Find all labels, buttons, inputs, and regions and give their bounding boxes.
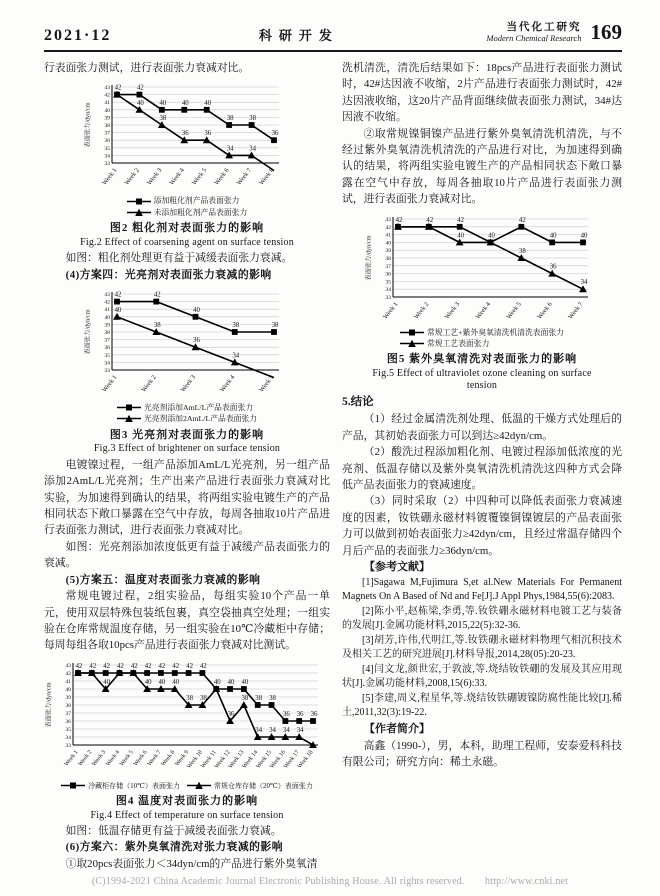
svg-text:Week 18: Week 18 [296, 749, 315, 770]
svg-text:37: 37 [104, 337, 110, 344]
chart-legend [117, 402, 257, 425]
svg-text:34: 34 [249, 145, 256, 153]
svg-text:36: 36 [385, 271, 391, 278]
svg-text:38: 38 [200, 694, 207, 702]
svg-text:Week 2: Week 2 [77, 749, 94, 768]
fig2-caption-en: Fig.2 Effect of coarsening agent on surface tension [80, 236, 294, 248]
svg-text:42: 42 [144, 662, 152, 670]
content-columns [0, 52, 660, 872]
svg-text:表面张力/dyn/cm: 表面张力/dyn/cm [84, 309, 92, 355]
fig5-caption-cn: 图5 紫外臭氧清洗对表面张力的影响 [386, 353, 578, 366]
legend-label: 冷藏柜存储（10℃）表面张力 [88, 781, 180, 790]
fig4-line-chart [44, 657, 330, 781]
conclusion-item-3: （3）同时采取（2）中四种可以降低表面张力衰减速度的因素，钕铁硼永磁材料镀覆镍铜镍镀层的产品表面张力可以做到初始表面张力≥42dyn/cm，且经过常温存储四个月后产品的表面张力≥36dyn/cm。 [342, 495, 622, 557]
svg-text:Week 3: Week 3 [179, 373, 198, 394]
plan6-heading: (6)方案六：紫外臭氧清洗对张力衰减的影响 [65, 841, 284, 854]
svg-text:42: 42 [104, 299, 110, 306]
fig5-line-chart [342, 211, 622, 327]
svg-text:Week 11: Week 11 [200, 749, 218, 770]
svg-text:33: 33 [65, 742, 71, 749]
svg-text:Week 1: Week 1 [382, 300, 400, 321]
svg-text:Week 1: Week 1 [63, 749, 80, 768]
svg-text:42: 42 [104, 93, 110, 100]
svg-text:Week 2: Week 2 [123, 167, 142, 188]
svg-text:40: 40 [172, 678, 180, 686]
svg-text:Week 4: Week 4 [474, 300, 493, 321]
paragraph-cleaning-result: 洗机清洗，清洗后结果如下：18pcs产品进行表面张力测试时，42#达因液不收缩，2片产品进行表面张力测试时，42#达因液收缩，这20片产品背面继续做表面张力测试，34#达因液不收缩。 [342, 62, 622, 124]
fig2-note: 如图：粗化剂处理更有益于减缓表面张力衰减。 [65, 252, 293, 265]
paragraph-temperature: 常规电镀过程，2组实验品，每组实验10个产品一单元，使用双层特殊包装纸包裹，真空袋抽真空处理；一组实验在仓库常规温度存储，另一组实验在10℃冷藏柜中存储；每周每组各取10pcs产品进行表面张力衰减对比测试。 [44, 590, 330, 652]
reference-item: [4]闫文龙,颜世宏,于敦波,等.烧结钕铁硼的发展及其应用现状[J].金属功能材料,2008,15(6):33. [342, 663, 622, 690]
svg-text:42: 42 [117, 662, 124, 670]
svg-text:39: 39 [104, 115, 110, 122]
svg-text:42: 42 [395, 216, 403, 224]
reference-item: [1]Sagawa M,Fujimura S,et al.New Materials For Permanent Magnets On A Based of Nd and Fe[J].J Appl Phys,1984,55(6):2083. [342, 576, 622, 603]
svg-text:42: 42 [130, 662, 138, 670]
svg-text:38: 38 [518, 247, 526, 255]
svg-text:40: 40 [114, 306, 122, 314]
svg-text:35: 35 [104, 146, 110, 153]
legend-item [117, 413, 257, 424]
legend-label: 常规工艺+紫外臭氧清洗机清洗表面张力 [427, 327, 564, 337]
svg-text:40: 40 [193, 306, 200, 314]
svg-text:36: 36 [104, 138, 110, 145]
fig4-note: 如图：低温存储更有益于减缓表面张力衰减。 [65, 825, 282, 838]
fig2-caption-cn: 图2 粗化剂对表面张力的影响 [109, 222, 265, 234]
svg-text:42: 42 [103, 662, 111, 670]
svg-text:40: 40 [241, 678, 249, 686]
svg-text:Week 6: Week 6 [213, 167, 231, 188]
svg-text:Week 6: Week 6 [132, 749, 149, 768]
svg-text:36: 36 [204, 130, 212, 138]
author-bio: 高鑫（1990-），男，本科，助理工程师，安泰爱科科技有限公司；研究方向：稀土永磁。 [342, 739, 622, 768]
svg-text:42: 42 [200, 662, 207, 670]
paragraph-continuation: 行表面张力测试，进行表面张力衰减对比。 [44, 62, 250, 74]
svg-text:Week 17: Week 17 [283, 749, 301, 770]
legend-label: 未添加粗化剂产品表面张力 [153, 207, 248, 217]
legend-item [117, 402, 253, 413]
svg-text:38: 38 [232, 322, 240, 330]
svg-text:Week 8: Week 8 [160, 749, 177, 768]
conclusion-item-1: （1）经过金属清洗剂处理、低温的干燥方式处理后的产品，其初始表面张力可以到达≥42dyn/cm。 [342, 413, 622, 442]
svg-text:34: 34 [282, 726, 290, 734]
svg-text:36: 36 [310, 710, 318, 718]
plan5-heading: (5)方案五：温度对表面张力衰减的影响 [65, 573, 261, 586]
svg-text:40: 40 [457, 232, 465, 240]
svg-text:34: 34 [104, 360, 110, 367]
svg-text:40: 40 [104, 314, 110, 321]
svg-text:34: 34 [255, 726, 263, 734]
svg-text:38: 38 [153, 322, 161, 330]
svg-text:36: 36 [193, 337, 200, 345]
svg-text:表面张力/dyn/cm: 表面张力/dyn/cm [45, 682, 53, 728]
svg-text:40: 40 [103, 678, 111, 686]
svg-text:36: 36 [104, 345, 110, 352]
section-title: 科研开发 [258, 28, 339, 43]
svg-text:35: 35 [104, 352, 110, 359]
svg-text:37: 37 [104, 131, 110, 138]
svg-text:39: 39 [104, 322, 110, 329]
fig5-caption-en: Fig.5 Effect of ultraviolet ozone cleaning on surface tension [372, 367, 592, 392]
svg-text:41: 41 [385, 232, 391, 239]
svg-text:38: 38 [159, 115, 167, 123]
svg-text:表面张力/dyn/cm: 表面张力/dyn/cm [365, 235, 373, 281]
svg-text:40: 40 [204, 100, 212, 108]
svg-text:41: 41 [104, 307, 110, 314]
figure-2 [44, 79, 330, 249]
chart-legend [61, 781, 313, 791]
svg-text:40: 40 [65, 686, 71, 693]
legend-label: 常规工艺表面张力 [427, 338, 490, 348]
svg-text:40: 40 [580, 232, 588, 240]
svg-text:42: 42 [137, 85, 144, 93]
svg-text:Week 1: Week 1 [101, 167, 119, 188]
svg-text:43: 43 [385, 216, 391, 223]
svg-text:42: 42 [457, 216, 465, 224]
page-header [44, 0, 622, 52]
svg-text:42: 42 [153, 291, 161, 299]
journal-names [486, 22, 581, 44]
svg-text:38: 38 [186, 694, 193, 702]
figure-5 [342, 211, 622, 393]
svg-text:38: 38 [65, 702, 71, 709]
svg-text:42: 42 [114, 291, 122, 299]
svg-text:40: 40 [104, 108, 110, 115]
fig4-caption-cn: 图4 温度对表面张力的影响 [115, 794, 259, 807]
svg-text:33: 33 [104, 368, 110, 375]
svg-text:42: 42 [426, 216, 434, 224]
journal-name-cn: 当代化工研究 [506, 21, 582, 33]
svg-text:42: 42 [114, 85, 122, 93]
svg-text:40: 40 [385, 240, 391, 247]
svg-text:33: 33 [385, 294, 391, 301]
column-right [342, 60, 622, 872]
svg-text:36: 36 [181, 130, 189, 138]
svg-text:Week 5: Week 5 [505, 300, 523, 321]
svg-text:Week 5: Week 5 [258, 373, 276, 394]
legend-item [400, 338, 489, 349]
svg-text:34: 34 [232, 352, 240, 360]
svg-text:Week 3: Week 3 [145, 167, 164, 188]
svg-text:40: 40 [213, 678, 221, 686]
svg-text:38: 38 [385, 255, 391, 262]
svg-text:Week 8: Week 8 [258, 167, 276, 188]
chart-legend [127, 195, 248, 218]
legend-label: 常规仓库存储（20℃）表面张力 [214, 781, 313, 790]
legend-label: 光亮剂添加2AmL/L产品表面张力 [143, 414, 258, 424]
fig4-caption-en: Fig.4 Effect of temperature on surface tension [90, 809, 284, 821]
svg-text:36: 36 [227, 710, 235, 718]
author-heading: 【作者简介】 [364, 722, 430, 735]
svg-text:Week 7: Week 7 [567, 300, 585, 321]
svg-text:Week 9: Week 9 [174, 749, 191, 768]
svg-text:Week 7: Week 7 [146, 749, 163, 768]
svg-text:Week 4: Week 4 [168, 167, 186, 188]
svg-text:40: 40 [181, 100, 189, 108]
svg-text:Week 3: Week 3 [91, 749, 108, 768]
svg-text:36: 36 [549, 263, 557, 271]
svg-text:Week 5: Week 5 [119, 749, 135, 768]
svg-text:39: 39 [65, 694, 71, 701]
journal-block [486, 20, 622, 45]
chart-legend [400, 327, 564, 350]
svg-text:40: 40 [227, 678, 235, 686]
legend-item [400, 327, 564, 338]
svg-text:Week 3: Week 3 [443, 300, 462, 321]
svg-text:Week 2: Week 2 [140, 373, 158, 394]
legend-label: 添加粗化剂产品表面张力 [153, 196, 240, 206]
plan4-heading: (4)方案四：光亮剂对表面张力衰减的影响 [65, 268, 272, 281]
svg-text:Week 2: Week 2 [412, 300, 431, 321]
svg-text:38: 38 [226, 115, 234, 123]
svg-text:34: 34 [580, 278, 588, 286]
column-left [44, 60, 330, 872]
svg-text:Week 12: Week 12 [213, 749, 232, 770]
svg-text:36: 36 [65, 718, 71, 725]
svg-text:42: 42 [186, 662, 193, 670]
svg-text:35: 35 [385, 279, 391, 286]
reference-item: [2]陈小平,赵栋梁,李勇,等.钕铁硼永磁材料电镀工艺与装备的发展[J].金属功能材料,2015,22(5):32-36. [342, 605, 622, 632]
svg-text:38: 38 [255, 694, 263, 702]
legend-item [127, 207, 248, 218]
svg-text:40: 40 [488, 232, 495, 240]
svg-text:38: 38 [269, 694, 276, 702]
svg-text:40: 40 [137, 100, 144, 108]
svg-text:34: 34 [269, 726, 276, 734]
fig3-line-chart [44, 286, 330, 402]
references-heading: 【参考文献】 [364, 561, 430, 574]
svg-text:34: 34 [385, 286, 391, 293]
svg-text:36: 36 [296, 710, 304, 718]
svg-text:42: 42 [518, 216, 526, 224]
svg-text:33: 33 [104, 161, 110, 168]
fig2-line-chart [44, 79, 330, 195]
svg-text:42: 42 [65, 670, 71, 677]
svg-text:Week 7: Week 7 [235, 167, 254, 188]
svg-text:43: 43 [65, 662, 71, 669]
fig3-caption-en: Fig.3 Effect of brightener on surface tension [93, 443, 281, 455]
svg-text:表面张力/dyn/cm: 表面张力/dyn/cm [84, 102, 92, 148]
svg-text:38: 38 [104, 330, 110, 337]
journal-name-en: Modern Chemical Research [486, 32, 582, 43]
svg-text:34: 34 [104, 153, 110, 160]
svg-text:Week 4: Week 4 [218, 373, 237, 394]
svg-text:35: 35 [65, 726, 71, 733]
figure-3 [44, 286, 330, 456]
svg-text:41: 41 [65, 678, 71, 685]
svg-text:40: 40 [144, 678, 152, 686]
svg-text:41: 41 [104, 100, 110, 107]
svg-text:38: 38 [271, 322, 279, 330]
paragraph-uv-start: ①取20pcs表面张力＜34dyn/cm的产品进行紫外臭氧清 [65, 857, 318, 870]
svg-text:38: 38 [104, 123, 110, 130]
svg-text:42: 42 [385, 224, 391, 231]
fig3-note: 如图：光亮剂添加浓度低更有益于减缓产品表面张力的衰减。 [44, 540, 330, 570]
svg-text:43: 43 [104, 292, 110, 299]
legend-item [127, 195, 240, 206]
legend-item [187, 781, 313, 791]
svg-text:37: 37 [385, 263, 391, 270]
svg-text:Week 10: Week 10 [186, 749, 204, 770]
svg-text:38: 38 [241, 694, 249, 702]
reference-item: [5]李建,周义,程星华,等.烧结钕铁硼镀镍防腐性能比较[J].稀土,2011,32(3):19-22. [342, 692, 622, 719]
svg-text:40: 40 [158, 678, 166, 686]
conclusion-item-2: （2）酸洗过程添加粗化剂、电镀过程添加低浓度的光亮剂、低温存储以及紫外臭氧清洗机清洗这四种方式会降低产品表面张力的衰减速度。 [342, 446, 622, 492]
svg-text:Week 15: Week 15 [255, 749, 274, 770]
references-list [342, 576, 622, 721]
svg-text:36: 36 [282, 710, 290, 718]
svg-text:38: 38 [249, 115, 256, 123]
svg-text:39: 39 [385, 247, 391, 254]
issue-label: 2021·12 [44, 27, 112, 44]
conclusion-heading: 5.结论 [342, 395, 374, 408]
paragraph-uv-compare: ②取常规镍铜镍产品进行紫外臭氧清洗机清洗，与不经过紫外臭氧清洗机清洗的产品进行对比，为加速得到确认的结果，将两组实验电镀生产的产品相同状态下敞口暴露在空气中存放，每周各抽取10片产品进行表面张力测试，进行表面张力衰减对比。 [342, 127, 622, 206]
fig3-caption-cn: 图3 光亮剂对表面张力的影响 [109, 428, 265, 441]
copyright-footer: (C)1994-2021 China Academic Journal Electronic Publishing House. All rights reserved. http://www.cnki.net [91, 876, 569, 887]
svg-text:Week 16: Week 16 [269, 749, 287, 770]
svg-text:34: 34 [65, 734, 71, 741]
figure-4 [44, 657, 330, 822]
legend-label: 光亮剂添加AmL/L产品表面张力 [143, 403, 254, 413]
svg-text:Week 13: Week 13 [227, 749, 246, 770]
legend-item [61, 781, 180, 791]
svg-text:Week 6: Week 6 [536, 300, 554, 321]
svg-text:36: 36 [271, 130, 279, 138]
svg-text:40: 40 [159, 100, 167, 108]
svg-text:42: 42 [89, 662, 97, 670]
svg-text:42: 42 [158, 662, 166, 670]
page-number: 169 [590, 20, 622, 44]
svg-text:42: 42 [172, 662, 180, 670]
reference-item: [3]胡芳,许伟,代明江,等.钕铁硼永磁材料物理气相沉积技术及相关工艺的研究进展[J].材料导报,2014,28(05):20-23. [342, 634, 622, 661]
svg-text:37: 37 [65, 710, 71, 717]
svg-text:Week 5: Week 5 [190, 167, 209, 188]
svg-text:42: 42 [75, 662, 83, 670]
svg-text:Week 14: Week 14 [241, 749, 260, 770]
svg-text:40: 40 [549, 232, 557, 240]
svg-text:43: 43 [104, 85, 110, 92]
svg-text:Week 1: Week 1 [101, 373, 119, 394]
paragraph-nickel-plating: 电镀镍过程，一组产品添加AmL/L光亮剂，另一组产品添加2AmL/L光亮剂；生产出来产品进行表面张力衰减对比实验，为加速得到确认的结果，将两组实验电镀生产的产品相同状态下敞口暴露在空气中存放，每周各抽取10片产品进行表面张力测试，进行表面张力衰减对比。 [44, 458, 330, 537]
svg-text:34: 34 [296, 726, 304, 734]
svg-text:34: 34 [226, 145, 234, 153]
svg-text:Week 4: Week 4 [105, 749, 122, 768]
